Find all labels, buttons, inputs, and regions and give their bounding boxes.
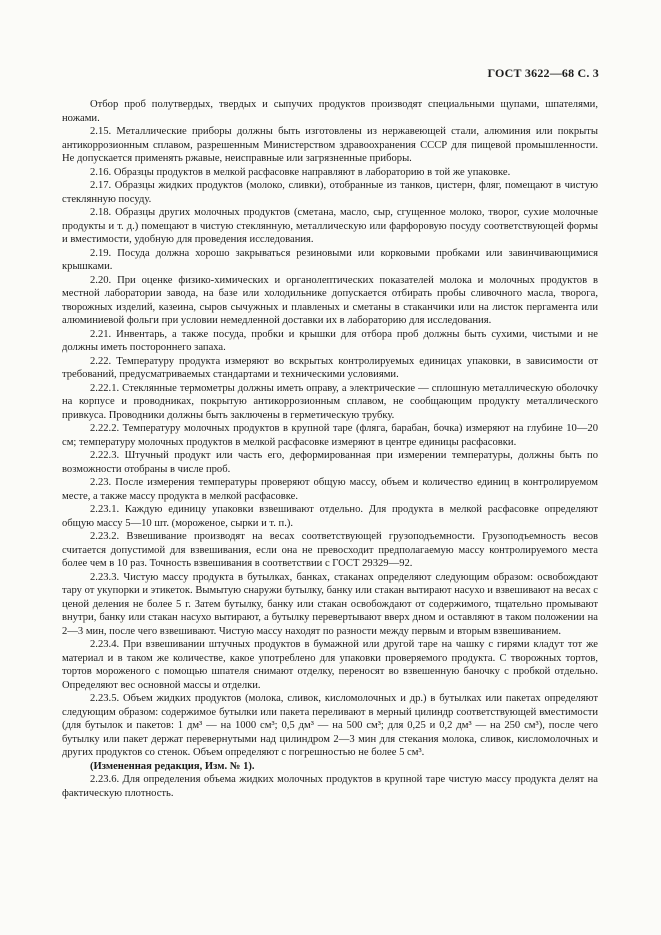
paragraph: 2.15. Металлические приборы должны быть изготовлены из нержавеющей стали, алюминия или покрыты антикоррозионным сплавом, разрешенным Министерством здравоохранения СССР для пищевой промышленности. Не допускается применять ржавые, неисправные или загрязненные приборы.	[62, 126, 598, 164]
paragraph: 2.22. Температуру продукта измеряют во вскрытых контролируемых единицах упаковки, в зависимости от требований, предусматриваемых стандартами и техническими условиями.	[62, 355, 598, 380]
paragraph: 2.23.2. Взвешивание производят на весах соответствующей грузоподъемности. Грузоподъемность весов считается допустимой для взвешивания, если она не превосходит предполагаемую массу контролируемого места более чем в 10 раз. Точность взвешивания в соответствии с ГОСТ 29329—92.	[62, 531, 598, 569]
paragraph: 2.17. Образцы жидких продуктов (молоко, сливки), отобранные из танков, цистерн, фляг, помещают в чистую стеклянную посуду.	[62, 180, 598, 205]
paragraph: 2.23.1. Каждую единицу упаковки взвешивают отдельно. Для продукта в мелкой расфасовке определяют общую массу 5—10 шт. (мороженое, сырки и т. п.).	[62, 504, 598, 529]
paragraph: 2.23.5. Объем жидких продуктов (молока, сливок, кисломолочных и др.) в бутылках или пакетах определяют следующим образом: содержимое бутылки или пакета переливают в мерный цилиндр соответствующей вместимости (для бутылок и пакетов: 1 дм³ — на 1000 см³; 0,5 дм³ — на 500 см³; для 0,25 и 0,2 дм³ — на 250 см³), после чего бутылку или пакет держат перевернутыми над цилиндром 2—3 мин для стекания молока, сливок, кисломолочных и других продуктов со стенок. Объем определяют с погрешностью не более 5 см³.	[62, 693, 598, 758]
paragraph: 2.16. Образцы продуктов в мелкой расфасовке направляют в лабораторию в той же упаковке.	[90, 166, 511, 178]
paragraph: 2.21. Инвентарь, а также посуда, пробки и крышки для отбора проб должны быть сухими, чистыми и не должны иметь постороннего запаха.	[62, 328, 598, 353]
paragraph: 2.22.2. Температуру молочных продуктов в крупной таре (фляга, барабан, бочка) измеряют на глубине 10—20 см; температуру молочных продуктов в мелкой расфасовке измеряют в центре единицы расфасовки.	[62, 423, 598, 448]
paragraph: Отбор проб полутвердых, твердых и сыпучих продуктов производят специальными щупами, шпателями, ножами.	[62, 99, 598, 124]
amendment-note: (Измененная редакция, Изм. № 1).	[90, 760, 255, 772]
paragraph: 2.18. Образцы других молочных продуктов (сметана, масло, сыр, сгущенное молоко, творог, сухие молочные продукты и т. д.) помещают в чистую стеклянную, металлическую или фарфоровую посуду соответствующей формы и вместимости, удобную для проведения исследования.	[62, 207, 598, 245]
paragraph: 2.20. При оценке физико-химических и органолептических показателей молока и молочных продуктов в местной лаборатории завода, на базе или холодильнике допускается отбирать пробы сливочного масла, творога, творожных изделий, казеина, сыров сычужных и плавленых и сметаны в стаканчики или на листок пергамента или алюминиевой фольги при условии немедленной доставки их в лабораторию для исследования.	[62, 274, 598, 326]
paragraph: 2.23.6. Для определения объема жидких молочных продуктов в крупной таре чистую массу продукта делят на фактическую плотность.	[62, 774, 598, 799]
paragraph: 2.23. После измерения температуры проверяют общую массу, объем и количество единиц в контролируемом месте, а также массу продукта в мелкой расфасовке.	[62, 477, 598, 502]
document-body	[62, 98, 598, 800]
document-header: ГОСТ 3622—68 С. 3	[487, 66, 599, 80]
paragraph: 2.23.3. Чистую массу продукта в бутылках, банках, стаканах определяют следующим образом: освобождают тару от укупорки и этикеток. Вымытую снаружи бутылку, банку или стакан вытирают насухо и взвешивают на весах с ценой деления не более 5 г. Затем бутылку, банку или стакан освобождают от содержимого, тщательно промывают внутри, банку или стакан насухо вытирают, а бутылку перевертывают вверх дном и оставляют в таком положении на 2—3 мин, после чего взвешивают. Чистую массу находят по разности между первым и вторым взвешиванием.	[62, 571, 598, 637]
paragraph: 2.23.4. При взвешивании штучных продуктов в бумажной или другой таре на чашку с гирями кладут тот же материал и в таком же количестве, какое употреблено для упаковки проверяемого продукта. С творожных тортов, тортов мороженого с помощью шпателя снимают отделку, переносят во взвешенную баночку с пробкой отдельно. Определяют вес основной массы и отделки.	[62, 639, 598, 691]
paragraph: 2.22.1. Стеклянные термометры должны иметь оправу, а электрические — сплошную металлическую оболочку на корпусе и проводниках, покрытую антикоррозионным сплавом, не сообщающим продукту металлического привкуса. Проводники должны быть заключены в герметическую трубку.	[62, 382, 598, 421]
paragraph: 2.19. Посуда должна хорошо закрываться резиновыми или корковыми пробками или завинчивающимися крышками.	[62, 247, 598, 272]
paragraph: 2.22.3. Штучный продукт или часть его, деформированная при измерении температуры, должны быть по возможности отобраны в числе проб.	[62, 450, 598, 475]
